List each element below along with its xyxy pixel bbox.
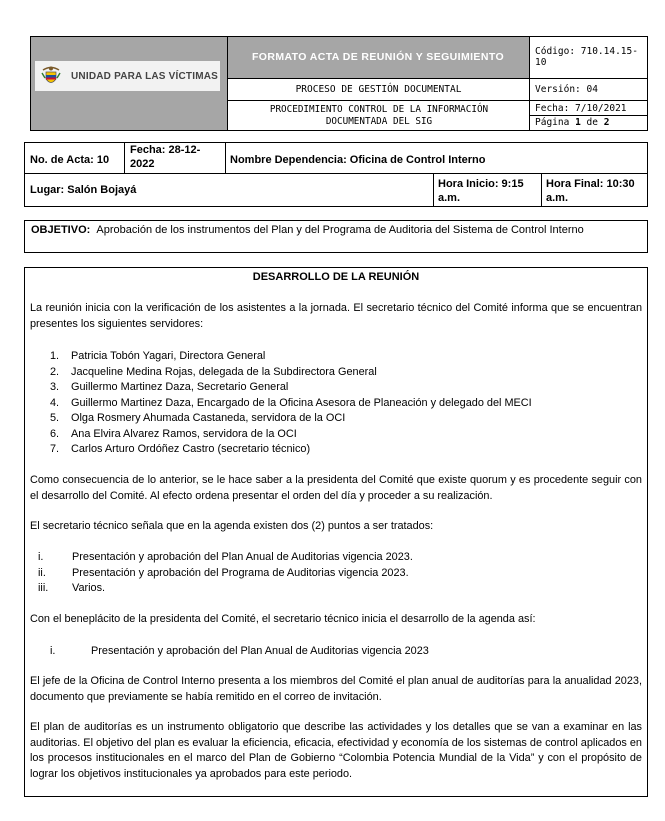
meeting-date: Fecha: 28-12-2022 <box>130 144 201 170</box>
doc-code: Código: 710.14.15-10 <box>535 46 638 68</box>
list-item: 5. Olga Rosmery Ahumada Castaneda, servidora de la OCI <box>50 412 346 424</box>
agenda-item-title: Presentación y aprobación del Plan Anual de Auditorias vigencia 2023 <box>91 645 429 657</box>
page-indicator <box>535 115 647 130</box>
process-name: PROCESO DE GESTIÓN DOCUMENTAL <box>295 84 462 95</box>
list-item: 1. Patricia Tobón Yagari, Directora General <box>50 350 266 362</box>
beneplacito-paragraph: Con el beneplácito de la presidenta del Comité, el secretario técnico inicia el desarrollo de la agenda así: <box>30 613 536 625</box>
list-item: iii. Varios. <box>38 582 106 594</box>
page-of: de <box>586 117 598 128</box>
quorum-paragraph: Como consecuencia de lo anterior, se le hace saber a la presidenta del Comité que existe quorum y es procedente seguir con el desarrollo del Comité. Al efecto ordena presentar el orden del día y proceder a su realización. <box>30 474 642 502</box>
form-title: FORMATO ACTA DE REUNIÓN Y SEGUIMIENTO <box>227 36 529 78</box>
list-item: i. Presentación y aprobación del Plan Anual de Auditorias vigencia 2023. <box>38 551 413 563</box>
start-time: Hora Inicio: 9:15 a.m. <box>438 178 524 204</box>
page-current: 1 <box>575 117 581 128</box>
objective-text: Aprobación de los instrumentos del Plan y del Programa de Auditoria del Sistema de Control Interno <box>96 224 584 236</box>
jefe-paragraph: El jefe de la Oficina de Control Interno presenta a los miembros del Comité el plan anual de auditorías para la anualidad 2023, documento que previamente se había remitido en el correo de invitación. <box>30 675 642 703</box>
coat-of-arms-icon <box>39 64 63 88</box>
development-title: DESARROLLO DE LA REUNIÓN <box>252 271 420 283</box>
org-name: UNIDAD PARA LAS VÍCTIMAS <box>71 70 219 82</box>
page-label: Página <box>535 117 570 128</box>
agenda-item-number: i. <box>50 645 56 657</box>
objective-line <box>31 224 584 236</box>
meeting-place: Lugar: Salón Bojayá <box>30 184 137 196</box>
list-item: 2. Jacqueline Medina Rojas, delegada de la Subdirectora General <box>50 366 377 378</box>
procedure-name: PROCEDIMIENTO CONTROL DE LA INFORMACIÓN DOCUMENTADA DEL SIG <box>269 103 489 127</box>
doc-version: Versión: 04 <box>535 84 598 95</box>
agenda-intro: El secretario técnico señala que en la agenda existen dos (2) puntos a ser tratados: <box>30 520 434 532</box>
dependency-name: Nombre Dependencia: Oficina de Control Interno <box>230 154 486 166</box>
intro-paragraph: La reunión inicia con la verificación de los asistentes a la jornada. El secretario técnico del Comité informa que se encuentran presentes los siguientes servidores: <box>30 302 642 330</box>
end-time: Hora Final: 10:30 a.m. <box>546 178 635 204</box>
list-item: 3. Guillermo Martinez Daza, Secretario General <box>50 381 289 393</box>
list-item: ii. Presentación y aprobación del Programa de Auditorias vigencia 2023. <box>38 567 409 579</box>
objective-label: OBJETIVO: <box>31 224 91 236</box>
list-item: 7. Carlos Arturo Ordóñez Castro (secretario técnico) <box>50 443 311 455</box>
org-logo <box>35 61 220 91</box>
list-item: 4. Guillermo Martinez Daza, Encargado de la Oficina Asesora de Planeación y delegado del MECI <box>50 397 532 409</box>
objective-box <box>24 220 648 253</box>
doc-date: Fecha: 7/10/2021 <box>535 102 627 114</box>
acta-number: No. de Acta: 10 <box>30 154 110 166</box>
plan-paragraph: El plan de auditorías es un instrumento obligatorio que describe las actividades y los detalles que se van a examinar en las auditorias. El objetivo del plan es evaluar la eficiencia, eficacia, efectividad y economía de los sistemas de control aplicados en los procesos institucionales en el marco del Plan de Gobierno “Colombia Potencia Mundial de la Vida” y con el propósito de lograr los objetivos institucionales ya aprobados para este periodo. <box>30 721 642 780</box>
page-total: 2 <box>603 117 610 128</box>
list-item: 6. Ana Elvira Alvarez Ramos, servidora de la OCI <box>50 428 297 440</box>
agenda-item-heading <box>50 644 429 659</box>
